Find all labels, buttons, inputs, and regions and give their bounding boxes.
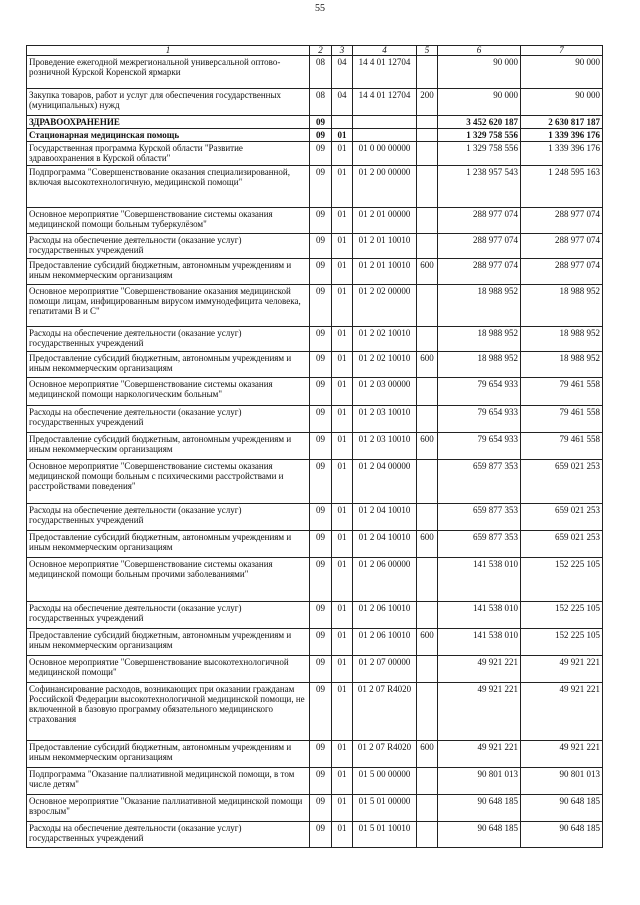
section-code: 09 [310, 683, 332, 741]
subsection-code: 01 [332, 406, 353, 433]
subsection-code: 01 [332, 504, 353, 531]
amount-year-1: 141 538 010 [438, 558, 521, 602]
table-header-row [27, 46, 603, 56]
expense-type-code [417, 285, 438, 327]
expense-type-code [417, 602, 438, 629]
table-row [27, 741, 603, 768]
amount-year-1: 659 877 353 [438, 504, 521, 531]
item-name: Подпрограмма "Оказание паллиативной медицинской помощи, в том числе детям" [27, 768, 310, 795]
section-code: 09 [310, 129, 332, 142]
item-name: Основное мероприятие "Совершенствование системы оказания медицинской помощи больным туберкулёзом" [27, 208, 310, 234]
expense-type-code [417, 234, 438, 259]
item-name: Расходы на обеспечение деятельности (оказание услуг) государственных учреждений [27, 234, 310, 259]
expense-type-code: 600 [417, 741, 438, 768]
subsection-code: 01 [332, 285, 353, 327]
target-article-code [353, 116, 417, 129]
section-code: 09 [310, 656, 332, 683]
target-article-code: 01 2 04 00000 [353, 460, 417, 504]
table-row [27, 166, 603, 208]
column-header: 2 [310, 46, 332, 56]
expense-type-code [417, 795, 438, 822]
item-name: Стационарная медицинская помощь [27, 129, 310, 142]
expense-type-code [417, 166, 438, 208]
table-row [27, 460, 603, 504]
target-article-code: 01 5 01 00000 [353, 795, 417, 822]
column-header: 4 [353, 46, 417, 56]
target-article-code: 01 2 02 10010 [353, 327, 417, 352]
expense-type-code: 600 [417, 352, 438, 378]
amount-year-2: 18 988 952 [521, 327, 603, 352]
section-code: 09 [310, 433, 332, 460]
amount-year-2: 90 801 013 [521, 768, 603, 795]
amount-year-2: 90 000 [521, 89, 603, 116]
section-code: 09 [310, 116, 332, 129]
amount-year-1: 49 921 221 [438, 683, 521, 741]
item-name: Основное мероприятие "Совершенствование оказания медицинской помощи лицам, инфицированным вирусом иммунодефицита человека, гепатитами В и С" [27, 285, 310, 327]
table-row [27, 683, 603, 741]
table-row [27, 531, 603, 558]
amount-year-2: 152 225 105 [521, 558, 603, 602]
subsection-code: 01 [332, 129, 353, 142]
section-code: 08 [310, 89, 332, 116]
table-row [27, 795, 603, 822]
section-code: 09 [310, 822, 332, 848]
amount-year-1: 288 977 074 [438, 259, 521, 285]
amount-year-1: 1 329 758 556 [438, 142, 521, 166]
section-code: 09 [310, 504, 332, 531]
section-code: 09 [310, 285, 332, 327]
subsection-code: 01 [332, 558, 353, 602]
column-header: 5 [417, 46, 438, 56]
expense-type-code: 600 [417, 531, 438, 558]
table-row [27, 602, 603, 629]
section-code: 09 [310, 166, 332, 208]
subsection-code: 01 [332, 531, 353, 558]
section-code: 09 [310, 378, 332, 406]
expense-type-code [417, 129, 438, 142]
target-article-code: 01 2 07 00000 [353, 656, 417, 683]
target-article-code [353, 129, 417, 142]
table-row [27, 208, 603, 234]
amount-year-1: 288 977 074 [438, 234, 521, 259]
table-row [27, 116, 603, 129]
expense-type-code [417, 768, 438, 795]
section-code: 09 [310, 741, 332, 768]
target-article-code: 01 2 06 00000 [353, 558, 417, 602]
amount-year-1: 49 921 221 [438, 741, 521, 768]
item-name: Расходы на обеспечение деятельности (оказание услуг) государственных учреждений [27, 602, 310, 629]
item-name: Проведение ежегодной межрегиональной универсальной оптово-розничной Курской Коренской ярмарки [27, 56, 310, 89]
section-code: 09 [310, 768, 332, 795]
expense-type-code [417, 378, 438, 406]
subsection-code: 01 [332, 378, 353, 406]
target-article-code: 01 2 03 10010 [353, 433, 417, 460]
expense-type-code [417, 504, 438, 531]
table-row [27, 378, 603, 406]
table-row [27, 259, 603, 285]
subsection-code: 01 [332, 352, 353, 378]
target-article-code: 01 2 06 10010 [353, 602, 417, 629]
amount-year-1: 18 988 952 [438, 285, 521, 327]
item-name: Предоставление субсидий бюджетным, автономным учреждениям и иным некоммерческим организациям [27, 629, 310, 656]
table-row [27, 129, 603, 142]
table-row [27, 822, 603, 848]
subsection-code: 01 [332, 768, 353, 795]
amount-year-1: 288 977 074 [438, 208, 521, 234]
expense-type-code [417, 116, 438, 129]
item-name: Закупка товаров, работ и услуг для обеспечения государственных (муниципальных) нужд [27, 89, 310, 116]
column-header: 6 [438, 46, 521, 56]
item-name: Основное мероприятие "Совершенствование высокотехнологичной медицинской помощи" [27, 656, 310, 683]
subsection-code: 01 [332, 795, 353, 822]
table-row [27, 56, 603, 89]
item-name: Основное мероприятие "Совершенствование системы оказания медицинской помощи больным с психическими расстройствами и расстройствами поведения" [27, 460, 310, 504]
subsection-code [332, 116, 353, 129]
table-row [27, 558, 603, 602]
table-row [27, 406, 603, 433]
table-row [27, 433, 603, 460]
amount-year-2: 90 648 185 [521, 822, 603, 848]
expense-type-code: 600 [417, 433, 438, 460]
amount-year-1: 79 654 933 [438, 433, 521, 460]
amount-year-2: 152 225 105 [521, 602, 603, 629]
amount-year-2: 49 921 221 [521, 683, 603, 741]
amount-year-2: 2 630 817 187 [521, 116, 603, 129]
target-article-code: 01 5 00 00000 [353, 768, 417, 795]
amount-year-2: 79 461 558 [521, 433, 603, 460]
target-article-code: 01 2 02 10010 [353, 352, 417, 378]
table-row [27, 352, 603, 378]
subsection-code: 01 [332, 234, 353, 259]
expense-type-code [417, 822, 438, 848]
target-article-code: 14 4 01 12704 [353, 89, 417, 116]
section-code: 09 [310, 460, 332, 504]
amount-year-2: 1 339 396 176 [521, 142, 603, 166]
section-code: 09 [310, 259, 332, 285]
item-name: ЗДРАВООХРАНЕНИЕ [27, 116, 310, 129]
amount-year-1: 1 238 957 543 [438, 166, 521, 208]
subsection-code: 01 [332, 629, 353, 656]
section-code: 09 [310, 406, 332, 433]
expense-type-code [417, 460, 438, 504]
subsection-code: 01 [332, 741, 353, 768]
amount-year-1: 1 329 758 556 [438, 129, 521, 142]
subsection-code: 01 [332, 166, 353, 208]
expense-type-code [417, 406, 438, 433]
target-article-code: 01 5 01 10010 [353, 822, 417, 848]
amount-year-1: 90 801 013 [438, 768, 521, 795]
amount-year-2: 288 977 074 [521, 234, 603, 259]
amount-year-1: 49 921 221 [438, 656, 521, 683]
amount-year-2: 288 977 074 [521, 259, 603, 285]
item-name: Расходы на обеспечение деятельности (оказание услуг) государственных учреждений [27, 504, 310, 531]
amount-year-2: 1 339 396 176 [521, 129, 603, 142]
table-row [27, 656, 603, 683]
expense-type-code [417, 327, 438, 352]
amount-year-1: 18 988 952 [438, 327, 521, 352]
amount-year-1: 18 988 952 [438, 352, 521, 378]
expense-type-code [417, 142, 438, 166]
target-article-code: 01 2 06 10010 [353, 629, 417, 656]
item-name: Основное мероприятие "Совершенствование системы оказания медицинской помощи больным прочими заболеваниями" [27, 558, 310, 602]
section-code: 08 [310, 56, 332, 89]
item-name: Государственная программа Курской области "Развитие здравоохранения в Курской области" [27, 142, 310, 166]
section-code: 09 [310, 795, 332, 822]
item-name: Предоставление субсидий бюджетным, автономным учреждениям и иным некоммерческим организациям [27, 433, 310, 460]
section-code: 09 [310, 327, 332, 352]
subsection-code: 01 [332, 683, 353, 741]
target-article-code: 01 0 00 00000 [353, 142, 417, 166]
item-name: Расходы на обеспечение деятельности (оказание услуг) государственных учреждений [27, 406, 310, 433]
target-article-code: 01 2 04 10010 [353, 504, 417, 531]
item-name: Расходы на обеспечение деятельности (оказание услуг) государственных учреждений [27, 327, 310, 352]
target-article-code: 01 2 01 10010 [353, 234, 417, 259]
subsection-code: 01 [332, 460, 353, 504]
subsection-code: 01 [332, 327, 353, 352]
expense-type-code [417, 683, 438, 741]
amount-year-2: 90 648 185 [521, 795, 603, 822]
amount-year-1: 3 452 620 187 [438, 116, 521, 129]
item-name: Софинансирование расходов, возникающих при оказании гражданам Российской Федерации высокотехнологичной медицинской помощи, не включенной в базовую программу обязательного медицинского страхования [27, 683, 310, 741]
subsection-code: 04 [332, 56, 353, 89]
target-article-code: 01 2 02 00000 [353, 285, 417, 327]
amount-year-1: 141 538 010 [438, 602, 521, 629]
subsection-code: 01 [332, 822, 353, 848]
amount-year-1: 659 877 353 [438, 460, 521, 504]
target-article-code: 01 2 07 R4020 [353, 683, 417, 741]
expense-type-code [417, 208, 438, 234]
target-article-code: 01 2 03 10010 [353, 406, 417, 433]
amount-year-2: 49 921 221 [521, 741, 603, 768]
section-code: 09 [310, 602, 332, 629]
target-article-code: 01 2 00 00000 [353, 166, 417, 208]
target-article-code: 14 4 01 12704 [353, 56, 417, 89]
table-row [27, 504, 603, 531]
section-code: 09 [310, 531, 332, 558]
amount-year-1: 141 538 010 [438, 629, 521, 656]
item-name: Подпрограмма "Совершенствование оказания специализированной, включая высокотехнологичную, медицинской помощи" [27, 166, 310, 208]
expense-type-code: 200 [417, 89, 438, 116]
table-row [27, 234, 603, 259]
expense-type-code [417, 56, 438, 89]
expense-type-code [417, 558, 438, 602]
item-name: Основное мероприятие "Оказание паллиативной медицинской помощи взрослым" [27, 795, 310, 822]
subsection-code: 04 [332, 89, 353, 116]
table-row [27, 327, 603, 352]
subsection-code: 01 [332, 602, 353, 629]
amount-year-1: 90 648 185 [438, 822, 521, 848]
subsection-code: 01 [332, 433, 353, 460]
section-code: 09 [310, 142, 332, 166]
section-code: 09 [310, 208, 332, 234]
amount-year-1: 90 000 [438, 89, 521, 116]
amount-year-2: 288 977 074 [521, 208, 603, 234]
table-row [27, 89, 603, 116]
expense-type-code [417, 656, 438, 683]
amount-year-2: 659 021 253 [521, 460, 603, 504]
table-row [27, 285, 603, 327]
expense-type-code: 600 [417, 629, 438, 656]
item-name: Предоставление субсидий бюджетным, автономным учреждениям и иным некоммерческим организациям [27, 259, 310, 285]
section-code: 09 [310, 629, 332, 656]
target-article-code: 01 2 01 10010 [353, 259, 417, 285]
target-article-code: 01 2 01 00000 [353, 208, 417, 234]
amount-year-2: 79 461 558 [521, 406, 603, 433]
amount-year-2: 18 988 952 [521, 352, 603, 378]
budget-table [26, 45, 603, 848]
column-header: 7 [521, 46, 603, 56]
target-article-code: 01 2 03 00000 [353, 378, 417, 406]
amount-year-2: 659 021 253 [521, 504, 603, 531]
item-name: Предоставление субсидий бюджетным, автономным учреждениям и иным некоммерческим организациям [27, 352, 310, 378]
section-code: 09 [310, 352, 332, 378]
subsection-code: 01 [332, 656, 353, 683]
item-name: Предоставление субсидий бюджетным, автономным учреждениям и иным некоммерческим организациям [27, 531, 310, 558]
amount-year-1: 79 654 933 [438, 406, 521, 433]
table-row [27, 768, 603, 795]
item-name: Предоставление субсидий бюджетным, автономным учреждениям и иным некоммерческим организациям [27, 741, 310, 768]
subsection-code: 01 [332, 259, 353, 285]
amount-year-1: 90 648 185 [438, 795, 521, 822]
page-number: 55 [315, 3, 325, 14]
amount-year-2: 79 461 558 [521, 378, 603, 406]
item-name: Основное мероприятие "Совершенствование системы оказания медицинской помощи наркологическим больным" [27, 378, 310, 406]
amount-year-2: 18 988 952 [521, 285, 603, 327]
amount-year-2: 49 921 221 [521, 656, 603, 683]
subsection-code: 01 [332, 142, 353, 166]
target-article-code: 01 2 07 R4020 [353, 741, 417, 768]
item-name: Расходы на обеспечение деятельности (оказание услуг) государственных учреждений [27, 822, 310, 848]
table-row [27, 629, 603, 656]
column-header: 3 [332, 46, 353, 56]
amount-year-2: 90 000 [521, 56, 603, 89]
amount-year-2: 152 225 105 [521, 629, 603, 656]
expense-type-code: 600 [417, 259, 438, 285]
amount-year-2: 1 248 595 163 [521, 166, 603, 208]
subsection-code: 01 [332, 208, 353, 234]
section-code: 09 [310, 234, 332, 259]
amount-year-1: 79 654 933 [438, 378, 521, 406]
section-code: 09 [310, 558, 332, 602]
amount-year-2: 659 021 253 [521, 531, 603, 558]
table-row [27, 142, 603, 166]
amount-year-1: 90 000 [438, 56, 521, 89]
target-article-code: 01 2 04 10010 [353, 531, 417, 558]
column-header: 1 [27, 46, 310, 56]
amount-year-1: 659 877 353 [438, 531, 521, 558]
